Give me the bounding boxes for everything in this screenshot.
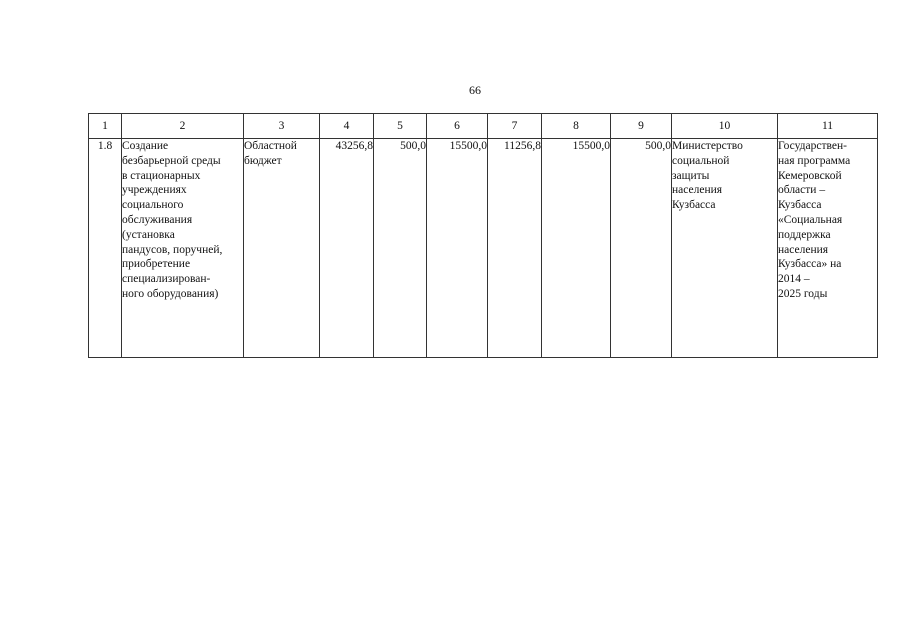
funding-source-text: Областной бюджет <box>244 140 297 167</box>
header-cell-1: 1 <box>89 114 122 139</box>
header-row <box>89 114 878 139</box>
activity-description <box>122 139 244 358</box>
value-col-4: 43256,8 <box>320 139 374 358</box>
header-cell-11: 11 <box>778 114 878 139</box>
program-reference <box>778 139 878 358</box>
value-col-8: 15500,0 <box>542 139 611 358</box>
header-cell-9: 9 <box>611 114 672 139</box>
row-number: 1.8 <box>89 139 122 358</box>
activity-description-text: Создание безбарьерной среды в стационарных учреждениях социального обслуживания (установка пандусов, поручней, приобретение специализирован- ного оборудования) <box>122 140 223 300</box>
value-col-5: 500,0 <box>374 139 427 358</box>
funding-source <box>244 139 320 358</box>
header-cell-3: 3 <box>244 114 320 139</box>
header-cell-7: 7 <box>488 114 542 139</box>
header-cell-6: 6 <box>427 114 488 139</box>
value-col-6: 15500,0 <box>427 139 488 358</box>
header-cell-10: 10 <box>672 114 778 139</box>
responsible-executor-text: Министерство социальной защиты населения Кузбасса <box>672 140 743 212</box>
responsible-executor <box>672 139 778 358</box>
header-cell-5: 5 <box>374 114 427 139</box>
program-reference-text: Государствен- ная программа Кемеровской области – Кузбасса «Социальная поддержка населения Кузбасса» на 2014 – 2025 годы <box>778 140 851 300</box>
header-cell-4: 4 <box>320 114 374 139</box>
program-table <box>88 113 878 358</box>
value-col-9: 500,0 <box>611 139 672 358</box>
header-cell-2: 2 <box>122 114 244 139</box>
value-col-7: 11256,8 <box>488 139 542 358</box>
table-row <box>89 139 878 358</box>
header-cell-8: 8 <box>542 114 611 139</box>
page-number: 66 <box>469 83 481 97</box>
